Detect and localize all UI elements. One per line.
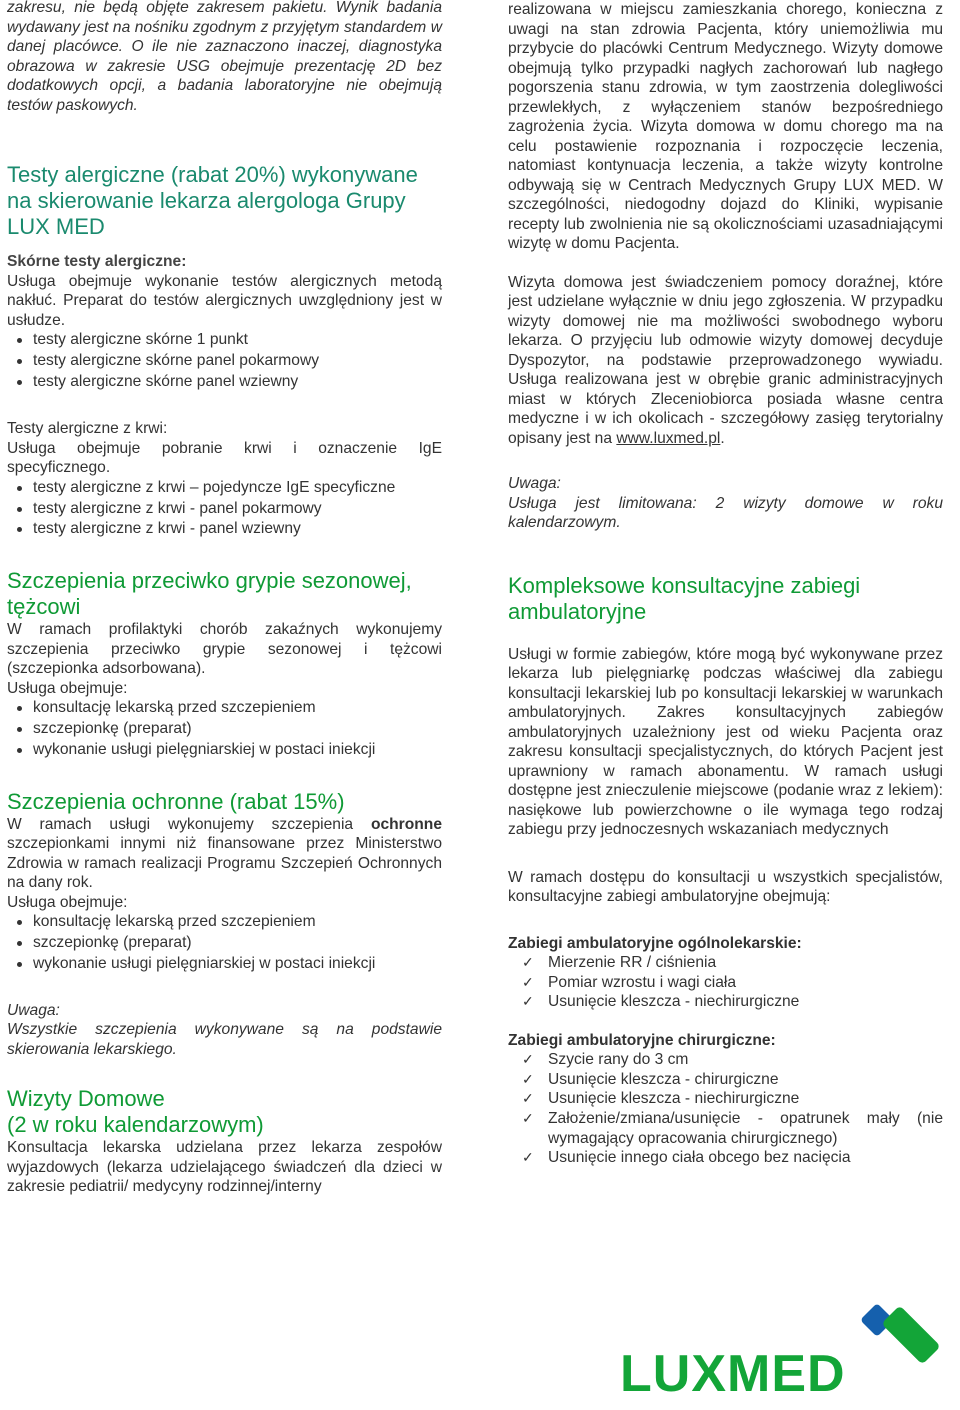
protective-note-text: Wszystkie szczepienia wykonywane są na podstawie skierowania lekarskiego. xyxy=(7,1021,442,1058)
list-item: testy alergiczne skórne panel wziewny xyxy=(7,372,442,393)
blood-tests-title: Testy alergiczne z krwi: xyxy=(7,420,168,438)
list-item: ✓ Usunięcie kleszcza - chirurgiczne xyxy=(522,1070,779,1088)
list-item: szczepionkę (preparat) xyxy=(7,719,442,740)
skin-tests-list xyxy=(7,330,442,392)
list-item: ✓ Mierzenie RR / ciśnienia xyxy=(522,954,717,971)
list-item: testy alergiczne skórne 1 punkt xyxy=(7,330,442,351)
check-mark-icon: ✓ xyxy=(522,1090,534,1107)
list-item: testy alergiczne z krwi - panel pokarmowy xyxy=(7,499,442,520)
home-note-text: Usługa jest limitowana: 2 wizyty domowe w roku kalendarzowym. xyxy=(508,494,943,531)
surgical-procedures-title: Zabiegi ambulatoryjne chirurgiczne: xyxy=(508,1031,776,1049)
skin-tests-title: Skórne testy alergiczne: xyxy=(7,253,187,270)
check-mark-icon: ✓ xyxy=(522,1070,534,1087)
protective-includes-list xyxy=(7,912,442,974)
skin-tests-text: Usługa obejmuje wykonanie testów alergicznych metodą nakłuć. Preparat do testów alergicznych uwzględniony jest w usłudze. xyxy=(7,272,442,329)
allergy-heading: Testy alergiczne (rabat 20%) wykonywane na skierowanie lekarza alergologa Grupy LUX MED xyxy=(7,162,418,239)
list-item: ✓ Usunięcie kleszcza - niechirurgiczne xyxy=(522,993,800,1011)
list-item: szczepionkę (preparat) xyxy=(7,933,442,954)
check-mark-icon: ✓ xyxy=(522,973,534,990)
list-item: konsultację lekarską przed szczepieniem xyxy=(7,912,442,933)
home-note-title: Uwaga: xyxy=(508,475,561,492)
blood-tests-list xyxy=(7,478,442,540)
protective-heading: Szczepienia ochronne (rabat 15%) xyxy=(7,788,345,814)
home-visits-text: Konsultacja lekarska udzielana przez lekarza zespołów wyjazdowych (lekarza udzielającego świadczeń dla dzieci w zakresie pediatrii/ medycyny rodzinnej/interny xyxy=(7,1139,442,1196)
list-item: ✓ Pomiar wzrostu i wagi ciała xyxy=(522,973,737,991)
general-procedures-title: Zabiegi ambulatoryjne ogólnolekarskie: xyxy=(508,934,802,952)
surgical-procedures-list xyxy=(508,1050,943,1168)
general-procedures-list xyxy=(508,953,943,1012)
list-item: ✓ Założenie/zmiana/usunięcie - opatrunek mały (nie wymagający opracowania chirurgicznego) xyxy=(522,1110,943,1147)
protective-text: W ramach usługi wykonujemy szczepienia ochronne szczepionkami innymi niż finansowane przez Ministerstwo Zdrowia w ramach realizacji Programu Szczepień Ochronnych na dany rok. xyxy=(7,815,442,892)
home-visits-heading: Wizyty Domowe (2 w roku kalendarzowym) xyxy=(7,1086,264,1138)
check-mark-icon: ✓ xyxy=(522,1051,534,1068)
right-column xyxy=(508,0,943,1168)
flu-includes-title: Usługa obejmuje: xyxy=(7,679,128,697)
list-item: ✓ Usunięcie kleszcza - niechirurgiczne xyxy=(522,1090,800,1108)
list-item: ✓ Szycie rany do 3 cm xyxy=(522,1051,689,1069)
list-item: konsultację lekarską przed szczepieniem xyxy=(7,698,442,719)
ambulatory-heading: Kompleksowe konsultacyjne zabiegi ambulatoryjne xyxy=(508,572,861,624)
ambulatory-paragraph-1: Usługi w formie zabiegów, które mogą być wykonywane przez lekarza lub pielęgniarkę podczas właściwej dla zabiegu konsultacji lekarskiej lub po konsultacji lekarskiej w warunkach ambulatoryjnych. Zakres konsultacyjnych zabiegów ambulatoryjnych uzależniony jest od wieku Pacjenta oraz zakresu konsultacji specjalistycznych, do których Pacjent jest uprawniony w ramach abonamentu. W ramach usługi dostępne jest znieczulenie miejscowe (podanie wraz z lekiem): nasiękowe lub powierzchowne o ile wymaga tego rodzaj zabiegu przy jednoczesnych wskazaniach medycznych xyxy=(508,645,943,838)
luxmed-logo xyxy=(620,1300,950,1403)
flu-includes-list xyxy=(7,698,442,760)
luxmed-logo-text: LUXMED xyxy=(620,1345,846,1403)
list-item: wykonanie usługi pielęgniarskiej w postaci iniekcji xyxy=(7,740,442,761)
protective-includes-title: Usługa obejmuje: xyxy=(7,893,128,911)
flu-heading: Szczepienia przeciwko grypie sezonowej, tężcowi xyxy=(7,568,412,620)
flu-text: W ramach profilaktyki chorób zakaźnych wykonujemy szczepienia przeciwko grypie sezonowej i tężcowi (szczepionka adsorbowana). xyxy=(7,621,442,678)
check-mark-icon: ✓ xyxy=(522,993,534,1010)
home-visits-details: Wizyta domowa jest świadczeniem pomocy doraźnej, które jest udzielane wyłącznie w dniu jego zgłoszenia. W przypadku wizyty domowej nie ma możliwości swobodnego wyboru lekarza. O przyjęciu lub odmowie wizyty domowej decyduje Dyspozytor, na podstawie przeprowadzonego wywiadu. Usługa realizowana jest w obrębie granic administracyjnych miast w których Zleceniobiorca posiada własne centra medyczne i w ich okolicach - szczegółowy zasięg terytorialny opisany jest na www.luxmed.pl. xyxy=(508,273,943,447)
home-visits-continued: realizowana w miejscu zamieszkania chorego, konieczna z uwagi na stan zdrowia Pacjenta, który uniemożliwia mu przybycie do placówki Centrum Medycznego. Wizyty domowe obejmują tylko przypadki nagłych zachorowań lub nagłego pogorszenia stanu zdrowia, w tym zaostrzenia dolegliwości przewlekłych, z wyłączeniem stanów bezpośredniego zagrożenia życia. Wizyta domowa w domu chorego ma na celu postawienie rozpoznania i rozpoczęcie leczenia, natomiast kontynuacja leczenia, a także wizyty kontrolne odbywają się w Centrach Medycznych Grupy LUX MED. W szczególności, niedogodny dojazd do Kliniki, wypisanie recepty lub zwolnienia nie są okolicznościami uzasadniającymi wizytę w domu Pacjenta. xyxy=(508,1,943,252)
check-mark-icon: ✓ xyxy=(522,954,534,970)
list-item: testy alergiczne skórne panel pokarmowy xyxy=(7,351,442,372)
list-item: testy alergiczne z krwi - panel wziewny xyxy=(7,519,442,540)
list-item: wykonanie usługi pielęgniarskiej w postaci iniekcji xyxy=(7,954,442,975)
protective-note-title: Uwaga: xyxy=(7,1001,60,1019)
intro-paragraph: zakresu, nie będą objęte zakresem pakietu. Wynik badania wydawany jest na nośniku zgodnym z przyjętym standardem w danej placówce. O ile nie zaznaczono inaczej, diagnostyka obrazowa w zakresie USG obejmuje prezentację 2D bez dodatkowych opcji, a badania laboratoryjne nie obejmują testów paskowych. xyxy=(7,0,442,114)
blood-tests-text: Usługa obejmuje pobranie krwi i oznaczenie IgE specyficznego. xyxy=(7,439,442,477)
ambulatory-paragraph-2: W ramach dostępu do konsultacji u wszystkich specjalistów, konsultacyjne zabiegi ambulatoryjne obejmują: xyxy=(508,868,943,905)
list-item: ✓ Usunięcie innego ciała obcego bez nacięcia xyxy=(522,1149,851,1167)
check-mark-icon: ✓ xyxy=(522,1149,534,1166)
list-item: testy alergiczne z krwi – pojedyncze IgE specyficzne xyxy=(7,478,442,499)
luxmed-link[interactable]: www.luxmed.pl xyxy=(616,429,721,447)
check-mark-icon: ✓ xyxy=(522,1110,534,1127)
left-column xyxy=(7,0,442,1197)
